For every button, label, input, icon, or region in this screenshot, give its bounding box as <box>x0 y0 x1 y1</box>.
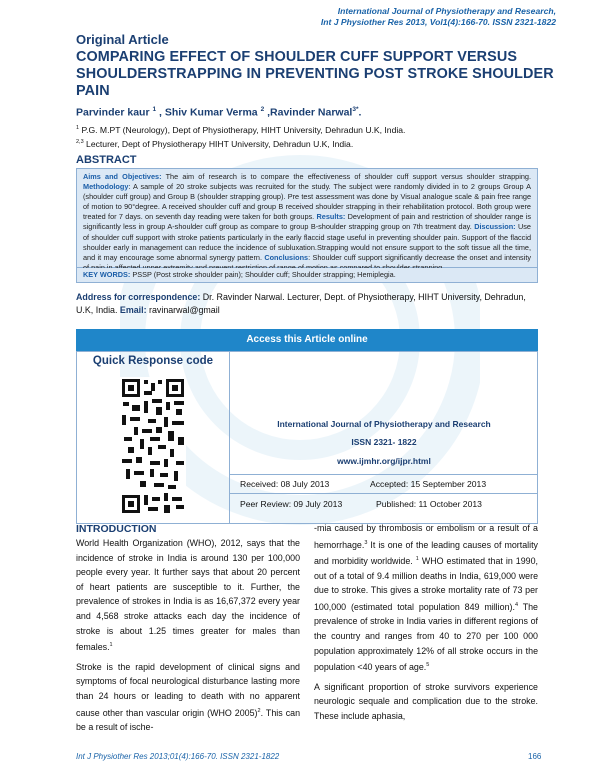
discussion-label: Discussion: <box>474 222 516 232</box>
journal-box-issn: ISSN 2321- 1822 <box>351 437 417 447</box>
left-column <box>76 536 300 735</box>
right-p1c-text: WHO estimated that in 1990, out of a total of 9.4 million deaths in India, 619,000 were due to stroke. This gives a stroke mortality rate of 73 per 100,000 (estimated total population 849 million). <box>314 556 538 612</box>
right-p1d-ref: 5 <box>426 662 430 669</box>
right-column <box>314 521 538 724</box>
affiliation-1-text: P.G. M.PT (Neurology), Dept of Physiotherapy, HIHT University, Dehradun U.K, India. <box>81 125 406 135</box>
keywords-box <box>76 268 538 283</box>
access-online-bar: Access this Article online <box>76 329 538 351</box>
method-label: Methodology <box>83 182 129 192</box>
right-p1b-ref: 1 <box>415 556 419 563</box>
keywords-label: KEY WORDS: <box>83 270 131 279</box>
author-1: Parvinder kaur <box>76 106 150 119</box>
conclusion-text: : Shoulder cuff support significantly decrease the onset and intensity <box>308 252 532 262</box>
accepted-date: Accepted: 15 September 2013 <box>370 479 487 489</box>
right-p1d-text: The prevalence of stroke in India varies in different regions of the country and ranges from 40 to 270 per 100 000 population approximately 12% of all stroke occurs in the population <40 years of age. <box>314 601 538 673</box>
aims-text: The aim of research is to compare the effectiveness of shoulder cuff support versus shoulder strapping. <box>161 172 531 181</box>
journal-header-line2: Int J Physiother Res 2013, Vol1(4):166-70. ISSN 2321-1822 <box>320 17 556 27</box>
qr-title: Quick Response code <box>92 355 214 367</box>
author-2-sup: 2 <box>260 106 265 113</box>
footer-citation: Int J Physiother Res 2013;01(4):166-70. ISSN 2321-1822 <box>76 752 280 761</box>
abstract-heading: ABSTRACT <box>76 154 137 166</box>
intro-p2-end: . This can be a result of ische- <box>76 707 301 733</box>
received-date: Received: 08 July 2013 <box>240 479 330 489</box>
author-dot: . <box>358 106 362 119</box>
affiliation-1 <box>76 125 405 135</box>
author-list <box>76 106 361 119</box>
method-text: : A sample of 20 stroke subjects was recruited for the study. The subject were randomly divided in to 2 groups Group A (shoulder cuff group) and Group B (shoulder strapping group). Pre test assessment was done by Visual analogue scale & pain free range of motion to 90°degree. A received shoulder cuff and group B received shoulder strapping in their rehabilitation protocol. Both group were treated for 7 days. on seventh day reading were taken for both groups. <box>83 182 531 222</box>
author-2: , Shiv Kumar Verma <box>159 106 258 119</box>
correspondence-label: Address for correspondence: <box>76 292 201 302</box>
results-text: Development of pain and restriction of shoulder range is significantly less in group A-shoulder cuff group as compare to group B-shoulder strapping group on 7th treatment day. <box>83 212 531 232</box>
intro-paragraph-2 <box>76 660 300 735</box>
correspondence-text: Dr. Ravinder Narwal. Lecturer, Dept. of Physiotherapy, HIHT University, Dehradun, U.K, India. <box>76 292 526 315</box>
article-title: COMPARING EFFECT OF SHOULDER CUFF SUPPORT VERSUS SHOULDERSTRAPPING IN PREVENTING POST STROKE SHOULDER PAIN <box>76 49 554 99</box>
right-p1c-ref: 4 <box>514 601 518 608</box>
intro-p1-ref: 1 <box>109 642 113 649</box>
intro-p2-ref: 2 <box>257 707 261 714</box>
introduction-heading: INTRODUCTION <box>76 523 157 535</box>
peer-review-date: Peer Review: 09 July 2013 <box>240 499 343 509</box>
discussion-text: Use of shoulder cuff support with stroke patients particularly in the early flaccid stage useful in preventing shoulder pain. Support of the flaccid shoulder early in management can reduce the incidence of subluxation.Strapping would not ensure support to the soft tissue all the time, and it may encourage some abnormal synergy pattern. <box>83 222 531 262</box>
journal-header-line1: International Journal of Physiotherapy and Research, <box>337 6 556 16</box>
affiliation-2-text: Lecturer, Dept of Physiotherapy HIHT University, Dehradun U.K, India. <box>86 139 354 149</box>
right-p1-text: -mia caused by thrombosis or embolism or a result of a hemorrhage. <box>314 523 538 550</box>
affiliation-1-sup: 1 <box>76 125 80 132</box>
intro-paragraph-1 <box>76 536 300 655</box>
author-3-sup: 3* <box>352 106 359 113</box>
journal-header <box>321 6 556 28</box>
right-paragraph-2: A significant proportion of stroke survivors experience neurologic sequale and complication due to the stroke. These include aphasia, <box>314 681 538 721</box>
intro-p2-text: Stroke is the rapid development of clinical signs and symptoms of focal neurological disturbance lasting more than 24 hours or leading to death with no apparent cause other than vascular origin (WHO 2005) <box>76 661 300 718</box>
author-3: ,Ravinder Narwal <box>267 106 353 119</box>
article-type: Original Article <box>76 32 169 47</box>
journal-box-name: International Journal of Physiotherapy and Research <box>277 419 491 429</box>
published-date: Published: 11 October 2013 <box>376 499 482 509</box>
correspondence <box>76 291 538 316</box>
abstract-box <box>76 168 538 268</box>
email-label: Email: <box>119 304 147 315</box>
results-label: Results: <box>316 212 346 222</box>
right-p1b-text: It is one of the leading causes of mortality and morbidity worldwide. <box>314 539 538 567</box>
aims-label: Aims and Objectives: <box>83 172 162 181</box>
intro-p1-text: World Health Organization (WHO), 2012, says that the incidence of stroke in India is around 130 per 100,000 people every year. It further says that about 20 percent of heart patients are susceptible to it. Further, the prevalence of strokes in India is as 16,67,372 every year and 4,568 stroke attacks each day the incidence of stroke is about 1.25 times greater for males than females. <box>76 538 300 653</box>
email-address[interactable]: ravinarwal@gmail <box>146 304 220 315</box>
affiliation-2 <box>76 139 353 149</box>
right-paragraph-1 <box>314 521 538 675</box>
right-p1-ref: 3 <box>364 539 368 546</box>
journal-box-url[interactable]: www.ijmhr.org/ijpr.html <box>337 456 431 466</box>
affiliation-2-sup: 2,3 <box>76 139 84 146</box>
keywords-text: PSSP (Post stroke shoulder pain); Shoulder cuff; Shoulder strapping; Hemiplegia. <box>130 270 396 279</box>
author-1-sup: 1 <box>152 106 157 113</box>
conclusion-label: Conclusions <box>264 252 309 262</box>
qr-code-icon[interactable] <box>120 377 186 515</box>
page-number: 166 <box>528 752 542 761</box>
